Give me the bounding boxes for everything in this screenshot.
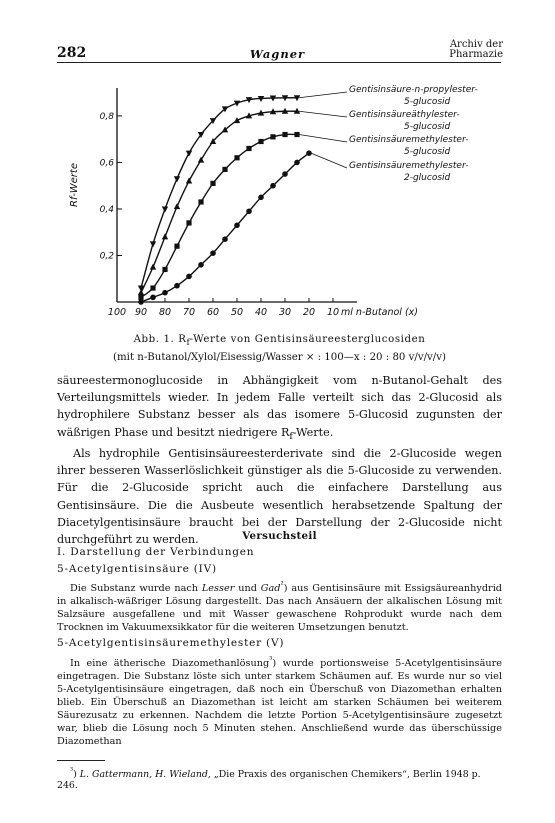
series-1-label: 5-glucosid <box>404 97 451 107</box>
p1-end: -Werte. <box>292 425 334 439</box>
series-line-1 <box>141 98 297 288</box>
paragraph-1 <box>57 372 502 445</box>
series-4-point <box>198 262 204 268</box>
series-3-point <box>234 155 239 160</box>
y-axis-label: Rf-Werte <box>69 163 80 207</box>
series-3-point <box>222 167 227 172</box>
series-2-point <box>138 289 144 295</box>
header-rule <box>57 62 501 63</box>
sub1-text-b: ) aus Gentisinsäure mit Essigsäureanhydrid in alkalisch-wäßriger Lösung dargestellt. Das nach Ansäuern der alkalischen Lösung mit Salzsäure ausgefallene und mit Wasser gewaschene Rohprodukt wurde nach dem Trocknen im Vakuumexsikkator für die weiteren Umsetzungen benutzt. <box>57 583 502 633</box>
series-2-point <box>174 203 180 209</box>
series-4-point <box>294 160 300 166</box>
y-tick-label: 0,4 <box>99 204 114 215</box>
x-tick-label: 30 <box>278 307 292 318</box>
x-tick-label: 50 <box>230 307 244 318</box>
caption-line-1 <box>57 333 502 351</box>
journal-line-1: Archiv der <box>449 39 503 50</box>
sub1-author-2: Gad <box>260 583 281 595</box>
series-4-point <box>246 208 252 214</box>
rf-chart <box>57 70 502 325</box>
x-tick-label: 70 <box>182 307 196 318</box>
sub2-ref: ³ <box>269 654 273 664</box>
sub1-und: und <box>234 583 261 595</box>
caption-rest: -Werte von Gentisinsäureesterglucosiden <box>189 334 426 345</box>
series-3-point <box>174 244 179 249</box>
running-head-author: Wagner <box>249 47 306 61</box>
series-4-point <box>222 236 228 242</box>
series-3-point <box>294 132 299 137</box>
subsection-text-v <box>57 653 502 749</box>
section-heading-1: I. Darstellung der Verbindungen <box>57 546 255 558</box>
series-3-point <box>210 181 215 186</box>
series-1-label: Gentisinsäure-n-propylester- <box>349 85 478 95</box>
footnote-authors: L. Gattermann, H. Wieland, <box>79 769 211 781</box>
footnote: $^{^3}$) L. Gattermann, H. Wieland, „Die Praxis des organischen Chemikers“, Berlin 1948 p. 246. <box>57 766 481 792</box>
series-3-point <box>282 132 287 137</box>
x-tick-label: 10 <box>326 307 340 318</box>
x-tick-label: 90 <box>134 307 148 318</box>
series-3-point <box>246 146 251 151</box>
series-1-leader <box>299 92 347 98</box>
series-2-point <box>162 233 168 239</box>
series-2-leader <box>299 111 347 117</box>
series-3-point <box>162 267 167 272</box>
body-text <box>57 372 502 548</box>
series-line-3 <box>141 134 297 297</box>
y-tick-label: 0,6 <box>99 158 114 169</box>
paragraph-2: Als hydrophile Gentisinsäureesterderivate sind die 2-Glucoside wegen ihrer besseren Wasserlöslichkeit günstiger als die 5-Glucoside zu verwenden. Für die 2-Glucoside spricht auch die einfachere Darstellung aus Gentisinsäure. Die die Ausbeute wesentlich herabsetzende Spaltung der Diacetylgentisinsäure braucht bei der Darstellung der 2-Glucoside nicht durchgeführt zu werden. <box>57 447 502 547</box>
x-axis-label: ml n-Butanol (x) <box>341 307 418 318</box>
series-4-leader <box>311 153 347 168</box>
series-3-leader <box>299 135 347 142</box>
series-4-point <box>258 195 264 201</box>
p1-sub: f <box>289 430 293 442</box>
section-versuchsteil: Versuchsteil <box>242 530 317 542</box>
series-3-point <box>198 199 203 204</box>
sub2-text-a: In eine ätherische Diazomethanlösung <box>70 658 270 670</box>
subsection-title-iv: 5-Acetylgentisinsäure (IV) <box>57 563 217 575</box>
series-4-point <box>162 290 168 296</box>
series-3-point <box>138 295 143 300</box>
series-4-point <box>174 283 180 289</box>
series-4-point <box>138 299 144 305</box>
series-4-point <box>186 274 192 280</box>
series-1-point <box>150 241 156 247</box>
series-1-point <box>186 151 192 157</box>
subsection-text-iv <box>57 578 502 635</box>
series-2-point <box>150 264 156 270</box>
p1-text: säureestermonoglucoside in Abhängigkeit vom n-Butanol-Gehalt des Verteilungsmittels wieder. In jedem Falle verteilt sich das 2-Glucosid als hydrophilere Substanz besser als das isomere 5-Glucosid zugunsten der wäßrigen Phase und besitzt niedrigere R <box>57 374 502 439</box>
series-3-point <box>150 285 155 290</box>
y-tick-label: 0,2 <box>99 251 114 262</box>
series-3-point <box>270 134 275 139</box>
series-3-label: 5-glucosid <box>404 147 451 157</box>
figure-1 <box>57 70 502 329</box>
y-tick-label: 0,8 <box>99 111 114 122</box>
series-2-point <box>186 178 192 184</box>
series-4-point <box>210 250 216 256</box>
x-tick-label: 100 <box>107 307 127 318</box>
series-4-point <box>282 171 288 177</box>
caption-prefix: Abb. 1. R <box>133 334 187 345</box>
sub1-author-1: Lesser <box>201 583 235 595</box>
series-4-label: 2-glucosid <box>404 173 451 183</box>
footnote-rule <box>57 760 105 761</box>
sub1-ref: ² <box>280 579 284 589</box>
journal-line-2: Pharmazie <box>449 49 503 60</box>
series-1-point <box>174 176 180 182</box>
series-4-point <box>270 183 276 189</box>
series-4-point <box>306 150 312 156</box>
series-4-label: Gentisinsäuremethylester- <box>349 161 469 171</box>
series-2-label: Gentisinsäureäthylester- <box>349 110 460 120</box>
subsection-title-v: 5-Acetylgentisinsäuremethylester (V) <box>57 637 285 649</box>
series-3-label: Gentisinsäuremethylester- <box>349 135 469 145</box>
x-tick-label: 60 <box>206 307 220 318</box>
running-head-journal <box>449 40 503 60</box>
series-3-point <box>258 139 263 144</box>
page-number: 282 <box>57 45 87 61</box>
x-tick-label: 80 <box>158 307 172 318</box>
series-4-point <box>234 222 240 228</box>
series-1-point <box>162 206 168 212</box>
caption-sub: f <box>186 338 190 349</box>
series-3-point <box>186 220 191 225</box>
figure-caption <box>57 333 502 365</box>
series-2-label: 5-glucosid <box>404 122 451 132</box>
x-tick-label: 20 <box>302 307 316 318</box>
series-4-point <box>150 295 156 301</box>
caption-line-2: (mit n-Butanol/Xylol/Eisessig/Wasser × : 100—x : 20 : 80 v/v/v/v) <box>113 351 446 363</box>
footnote-marker: ³ <box>70 766 74 775</box>
sub2-text-b: ) wurde portionsweise 5-Acetylgentisinsäure eingetragen. Die Substanz löste sich unter starkem Schäumen auf. Es wurde nur so viel 5-Acetylgentisinsäure eingetragen, daß noch ein Überschuß von Diazomethan erhalten blieb. Ein Überschuß an Diazomethan ist leicht am starken Schäumen bei weiterem Säurezusatz zu erkennen. Nachdem die letzte Portion 5-Acetylgentisinsäure zugesetzt war, blieb die Lösung noch 5 Minuten stehen. Anschließend wurde das überschüssige Diazomethan <box>57 658 502 747</box>
sub1-text-a: Die Substanz wurde nach <box>70 583 202 595</box>
x-tick-label: 40 <box>254 307 268 318</box>
footnote-text: „Die Praxis des organischen Chemikers“, Berlin 1948 p. 246. <box>57 769 481 792</box>
